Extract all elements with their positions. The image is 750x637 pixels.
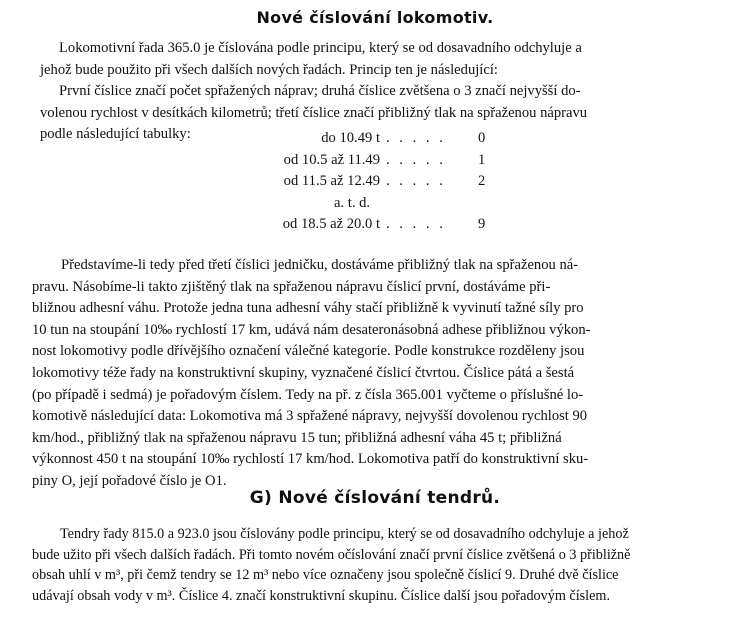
table-row-leader: . . . . . [386, 216, 446, 233]
text-line: Lokomotivní řada 365.0 je číslována podle principu, který se od dosavadního odchyluje a [59, 40, 582, 56]
table-row [250, 214, 510, 236]
heading-locomotive-numbering: Nové číslování lokomotiv. [256, 8, 494, 27]
text-line: bližnou adhesní váhu. Protože jedna tuna adhesní váhy stačí přibližně k vyvinutí tažné síly pro [32, 300, 584, 317]
text-line: podle následující tabulky: [40, 126, 191, 143]
text-line: jehož bude použito při všech dalších nových řadách. Princip ten je následující: [40, 61, 498, 78]
table-row-label: od 18.5 až 20.0 t [282, 216, 380, 233]
text-line: 10 tun na stoupání 10‰ rychlostí 17 km, udává nám desateronásobná adhese přibližnou výkon- [32, 321, 591, 338]
table-row-leader: . . . . . [386, 173, 446, 190]
table-row [250, 171, 510, 193]
text-line: obsah uhlí v m³, při čemž tendry se 12 m³ nebo více označeny jsou společně číslicí 9. Druhé dvě číslice [32, 567, 619, 583]
text-line: volenou rychlost v desítkách kilometrů; třetí číslice značí přibližný tlak na spřaženou nápravu [40, 104, 588, 121]
text-line: piny O, její pořadové číslo je O1. [32, 472, 227, 489]
table-row [250, 150, 510, 172]
table-row-value: 9 [478, 216, 486, 233]
text-line: komotivě následující data: Lokomotiva má 3 spřažené nápravy, nejvyšší dovolenou rychlost 90 [32, 408, 588, 425]
text-line: lokomotivy téže řady na konstruktivní skupiny, vyznačené číslicí čtvrtou. Číslice pátá a šestá [32, 364, 575, 381]
text-line: Představíme-li tedy před třetí číslici jedničku, dostáváme přibližný tlak na spřaženou ná- [61, 257, 579, 273]
table-row [250, 193, 510, 215]
text-line: km/hod., přibližný tlak na spřaženou nápravu 15 tun; přibližná adhesní váha 45 t; přibližná [32, 429, 562, 446]
table-row-label: a. t. d. [334, 194, 371, 211]
heading-tender-numbering: G) Nové číslování tendrů. [249, 488, 501, 508]
table-row-leader: . . . . . [386, 130, 446, 146]
text-line: bude užito při všech dalších řadách. Při tomto novém očíslování značí první číslice zvětšená o 3 přibližně [32, 546, 631, 563]
table-row-leader: . . . . . [386, 151, 446, 168]
text-line: (po případě i sedmá) je pořadovým číslem. Tedy na př. z čísla 365.001 vyčteme o příslušné lo- [32, 386, 584, 403]
axle-pressure-table [250, 128, 510, 236]
text-line: udávají obsah vody v m³. Číslice 4. značí konstruktivní skupinu. Číslice další jsou pořadovým číslem. [32, 587, 610, 604]
table-row-value: 1 [478, 151, 486, 168]
paragraph-locomotive-example [32, 255, 730, 493]
table-row-value: 2 [478, 173, 486, 190]
text-line: výkonnost 450 t na stoupání 10‰ rychlostí 17 km/hod. Lokomotiva patří do konstruktivní sku- [32, 451, 589, 468]
paragraph-tender-series [32, 524, 737, 606]
text-line: nost lokomotivy podle dřívějšího označení válečné kategorie. Podle konstrukce rozděleny jsou [32, 343, 585, 360]
table-row-label: od 10.5 až 11.49 [283, 151, 380, 168]
table-row-value: 0 [478, 130, 486, 146]
text-line: pravu. Násobíme-li takto zjištěný tlak na spřaženou nápravu číslicí první, dostáváme při- [32, 278, 551, 295]
table-row [250, 128, 510, 150]
table-row-label: do 10.49 t [321, 130, 380, 146]
text-line: Tendry řady 815.0 a 923.0 jsou číslovány podle principu, který se od dosavadního odchyluje a jehož [60, 526, 629, 542]
text-line: První číslice značí počet spřažených náprav; druhá číslice zvětšena o 3 značí nejvyšší do- [59, 83, 581, 100]
table-row-label: od 11.5 až 12.49 [283, 173, 380, 190]
